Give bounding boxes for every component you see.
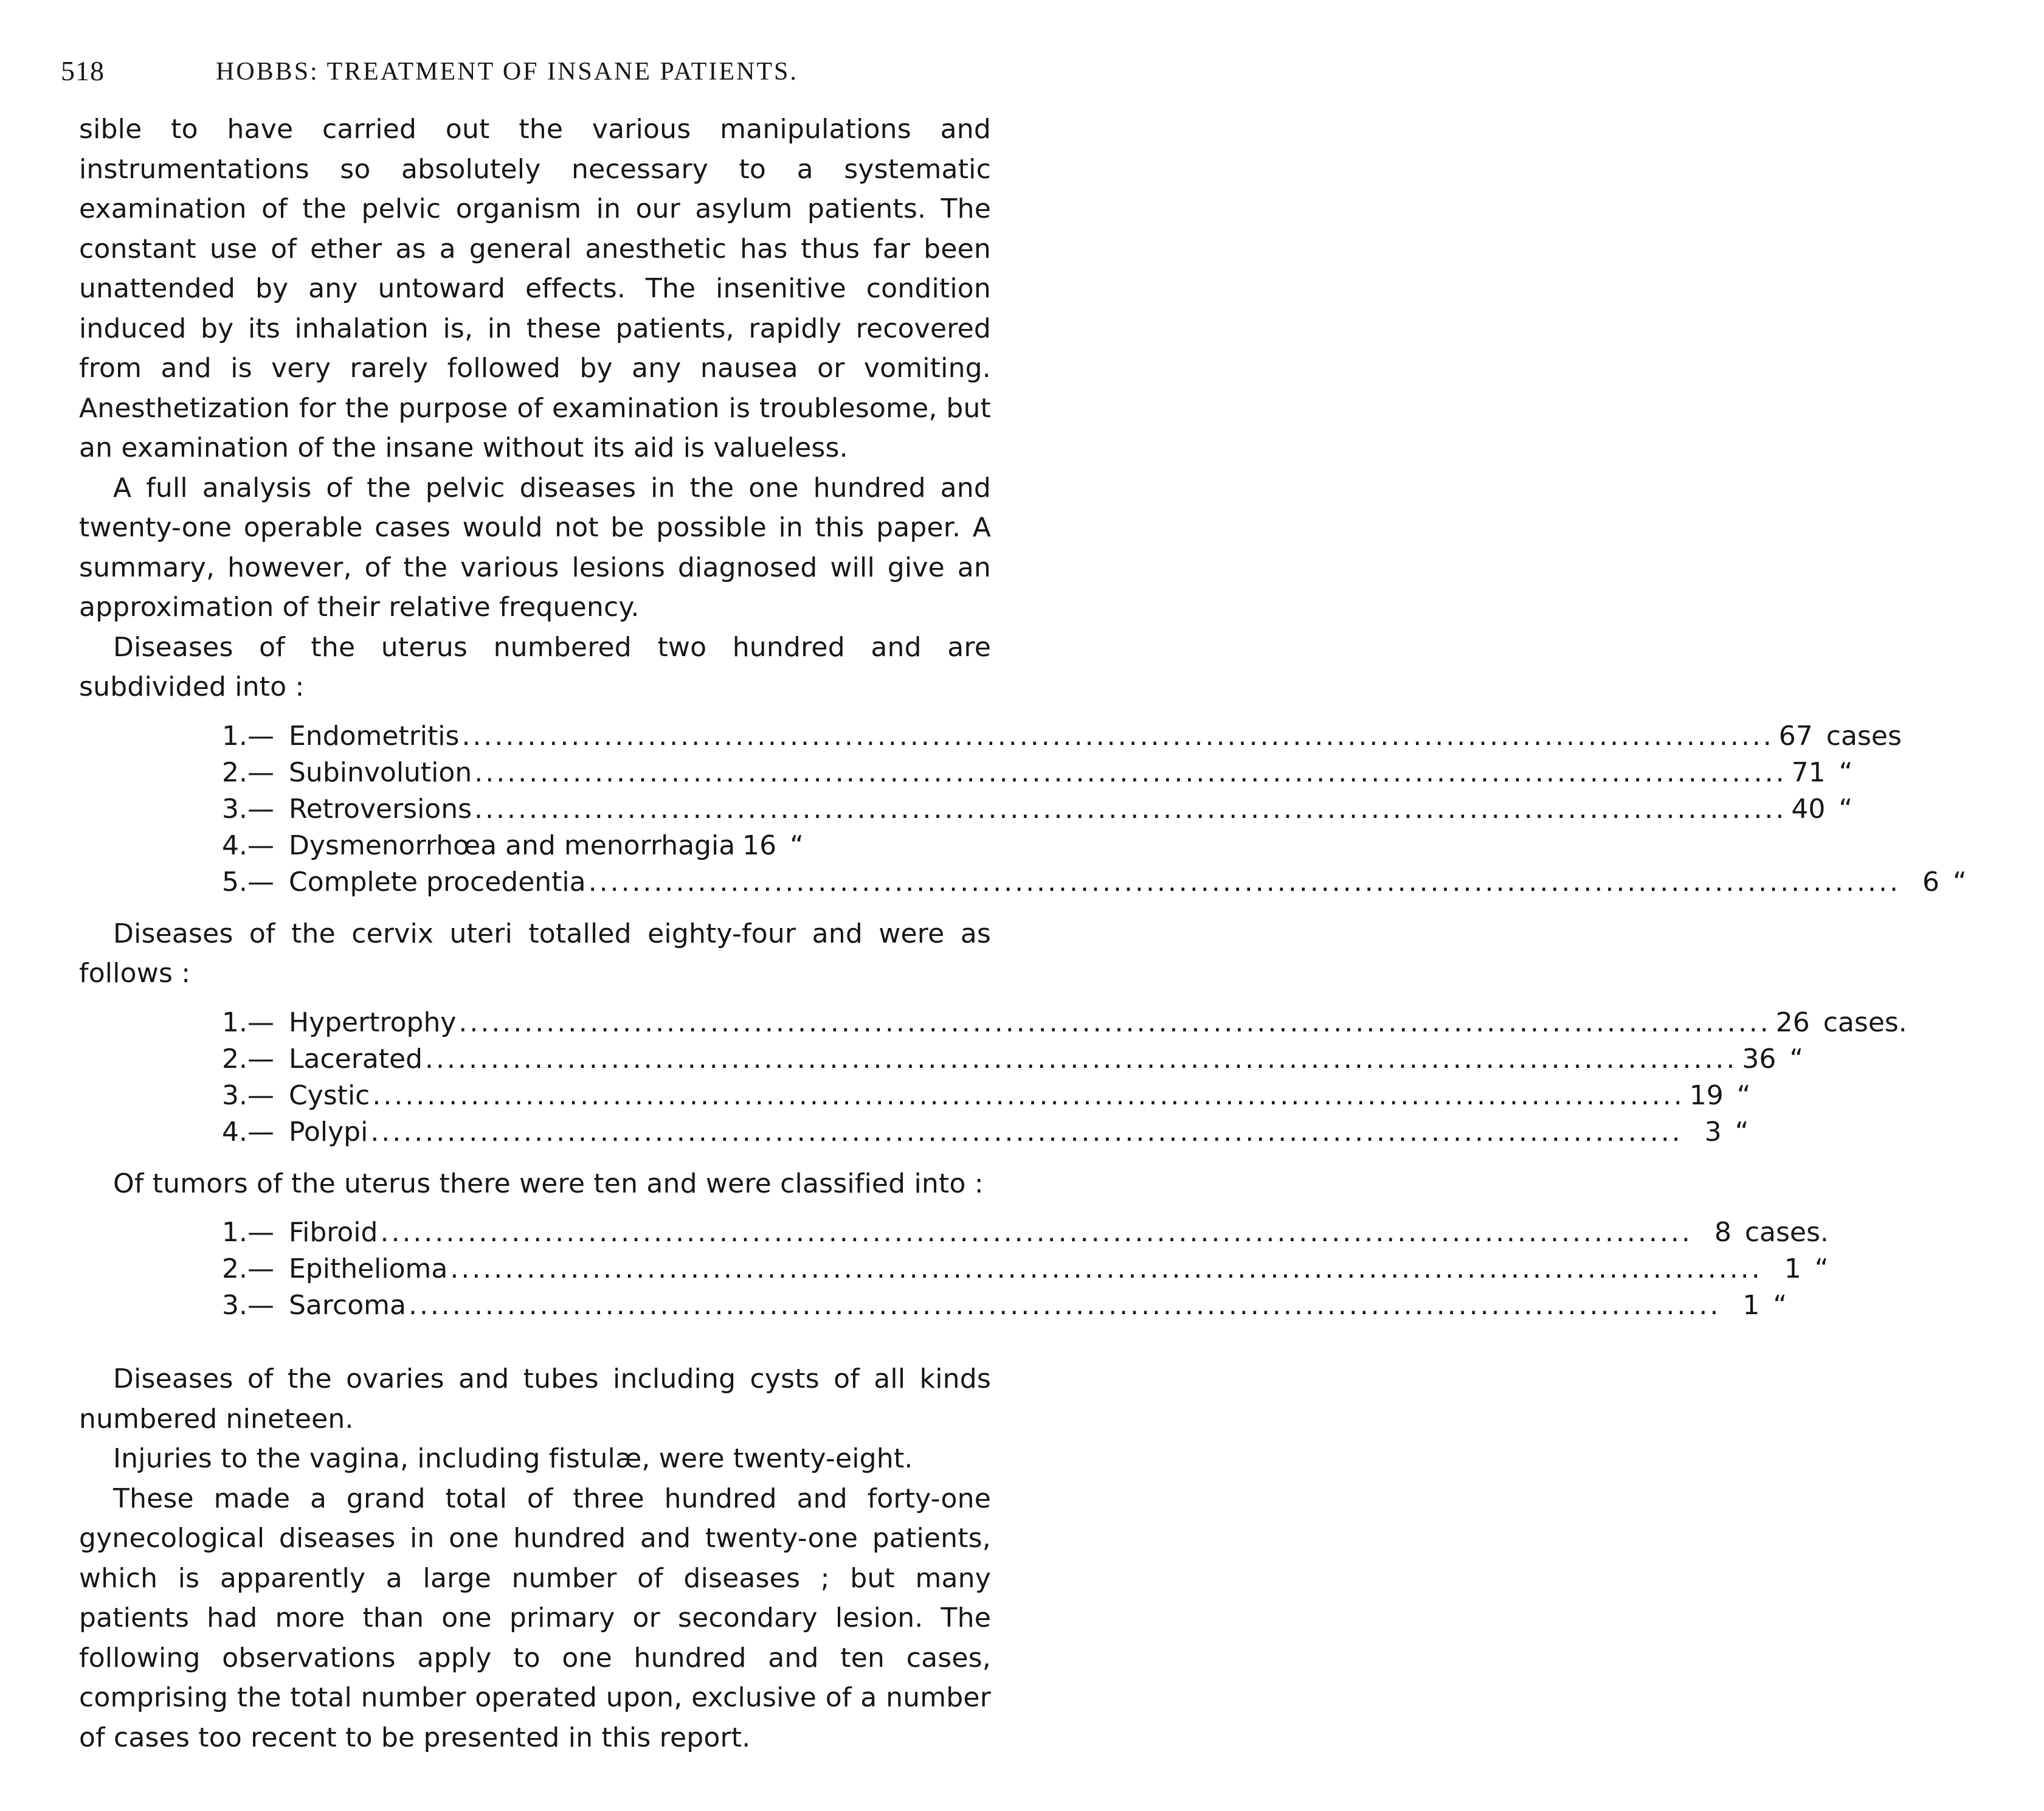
list-item-label: Endometritis (289, 720, 460, 752)
list-item-label: Dysmenorrhœa and menorrhagia (289, 829, 736, 861)
list-item (222, 1287, 1787, 1324)
list-item (222, 1251, 1829, 1287)
list-item-label: Epithelioma (289, 1253, 448, 1284)
cervix-diseases-list (222, 1005, 1907, 1151)
list-item-unit: “ (1952, 866, 1967, 898)
paragraph-2: A full analysis of the pelvic diseases in the one hundred and twenty-one operable cases would not be possible in this paper. A summary, however, of the various lesions diagnosed will give an approximation of their relative frequency. (79, 472, 991, 623)
list-item (222, 1214, 1829, 1251)
dot-leader: ........................................................................................................................ (461, 720, 1774, 752)
list-item-number: 4.— (222, 829, 274, 861)
list-item (222, 864, 1967, 901)
list-item-count: 16 (742, 829, 777, 861)
list-item-unit: “ (1839, 757, 1853, 788)
list-item-number: 5.— (222, 866, 274, 898)
list-item-label: Sarcoma (289, 1290, 406, 1321)
list-item-unit: “ (1789, 1043, 1804, 1075)
list-item-number: 2.— (222, 757, 274, 788)
paragraph-4: Diseases of the cervix uteri totalled eighty-four and were as follows : (79, 918, 991, 989)
dot-leader: ........................................................................................................................ (450, 1253, 1763, 1284)
list-item-number: 3.— (222, 1290, 274, 1321)
list-item-label: Retroversions (289, 793, 472, 825)
list-item-count: 1 (1784, 1253, 1801, 1284)
list-item-count: 1 (1742, 1290, 1760, 1321)
list-item-unit: cases. (1823, 1006, 1907, 1038)
uterine-tumors-list (222, 1214, 1829, 1324)
list-item (222, 1114, 1749, 1151)
list-item-label: Cystic (289, 1079, 370, 1111)
running-head (61, 55, 991, 103)
list-item-number: 4.— (222, 1116, 274, 1148)
list-item-unit: cases (1826, 720, 1902, 752)
page (61, 55, 1967, 1757)
list-item-unit: “ (1814, 1253, 1829, 1284)
list-item (222, 828, 879, 864)
list-item-unit: “ (1839, 793, 1853, 825)
uterus-diseases-list (222, 718, 1967, 901)
list-item-number: 1.— (222, 1217, 274, 1248)
list-item-number: 3.— (222, 1079, 274, 1111)
list-item (222, 1078, 1751, 1114)
dot-leader: ........................................................................................................................ (588, 866, 1901, 898)
list-item-label: Polypi (289, 1116, 368, 1148)
list-item-unit: “ (1736, 1079, 1751, 1111)
list-item-label: Lacerated (289, 1043, 423, 1075)
page-number: 518 (61, 55, 105, 86)
list-item (222, 791, 1853, 828)
list-item-unit: “ (790, 829, 804, 861)
dot-leader: ........................................................................................................................ (425, 1043, 1738, 1075)
list-item-number: 1.— (222, 720, 274, 752)
list-item-count: 67 (1778, 720, 1813, 752)
list-item (222, 1005, 1907, 1041)
list-item-number: 3.— (222, 793, 274, 825)
paragraph-1: sible to have carried out the various manipulations and instrumentations so absolutely necessary to a systematic examination of the pelvic organism in our asylum patients. The constant use of ether as a general anesthetic has thus far been unattended by any untoward effects. The insenitive condition induced by its inhalation is, in these patients, rapidly recovered from and is very rarely followed by any nausea or vomiting. Anesthetization for the purpose of examination is troublesome, but an examination of the insane without its aid is valueless. (79, 114, 991, 463)
list-item-count: 19 (1689, 1079, 1724, 1111)
list-item (222, 718, 1902, 755)
paragraph-3: Diseases of the uterus numbered two hundred and are subdivided into : (79, 631, 991, 702)
list-item-count: 3 (1704, 1116, 1722, 1148)
list-item-unit: “ (1773, 1290, 1787, 1321)
list-item-unit: cases. (1744, 1217, 1829, 1248)
list-item-count: 71 (1791, 757, 1826, 788)
paragraph-5: Of tumors of the uterus there were ten and were classified into : (113, 1168, 984, 1199)
list-item-number: 2.— (222, 1043, 274, 1075)
list-item-count: 6 (1922, 866, 1939, 898)
list-item-number: 1.— (222, 1006, 274, 1038)
paragraph-6: Diseases of the ovaries and tubes including cysts of all kinds numbered nineteen. (79, 1363, 991, 1435)
list-item-unit: “ (1735, 1116, 1749, 1148)
list-item (222, 1041, 1804, 1078)
list-item-label: Complete procedentia (289, 866, 586, 898)
dot-leader: ........................................................................................................................ (380, 1217, 1693, 1248)
list-item-number: 2.— (222, 1253, 274, 1284)
list-item-count: 8 (1714, 1217, 1732, 1248)
list-item-label: Fibroid (289, 1217, 378, 1248)
dot-leader: ........................................................................................................................ (408, 1290, 1721, 1321)
list-item-count: 36 (1742, 1043, 1776, 1075)
list-item-count: 40 (1791, 793, 1826, 825)
running-title: HOBBS: TREATMENT OF INSANE PATIENTS. (216, 58, 798, 86)
paragraph-8: These made a grand total of three hundred and forty-one gynecological diseases in one hundred and twenty-one patients, which is apparently a large number of diseases ; but many patients had more than one primary or secondary lesion. The following observations apply to one hundred and ten cases, comprising the total number operated upon, exclusive of a number of cases too recent to be presented in this report. (79, 1483, 991, 1753)
dot-leader: ........................................................................................................................ (458, 1006, 1771, 1038)
dot-leader: ........................................................................................................................ (372, 1079, 1685, 1111)
dot-leader: ........................................................................................................................ (474, 757, 1787, 788)
list-item (222, 755, 1853, 791)
list-item-count: 26 (1775, 1006, 1810, 1038)
list-item-label: Subinvolution (289, 757, 472, 788)
list-item-label: Hypertrophy (289, 1006, 457, 1038)
paragraph-7: Injuries to the vagina, including fistulæ, were twenty-eight. (113, 1443, 913, 1474)
dot-leader: ........................................................................................................................ (370, 1116, 1683, 1148)
dot-leader: ........................................................................................................................ (474, 793, 1787, 825)
